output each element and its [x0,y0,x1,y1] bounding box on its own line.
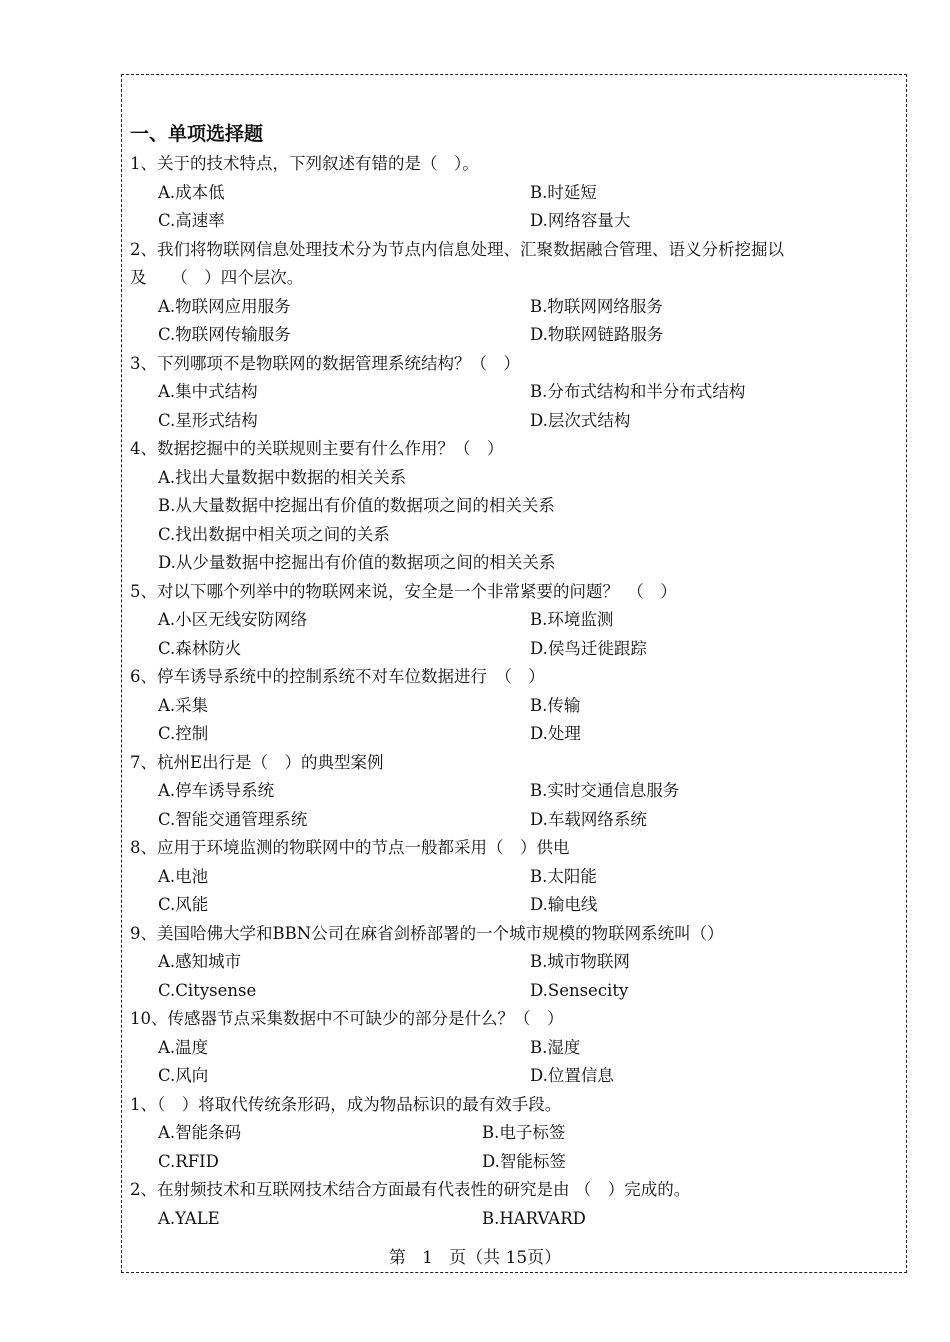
question-stem: 7、杭州E出行是（ ）的典型案例 [130,752,384,772]
question-stem: 2、在射频技术和互联网技术结合方面最有代表性的研究是由 （ ）完成的。 [130,1180,691,1199]
question-3 [130,350,900,436]
option: D.车载网络系统 [530,809,647,829]
question-10 [130,1005,900,1091]
option: A.感知城市 [158,952,242,971]
option: B.湿度 [530,1037,581,1057]
option: A.小区无线安防网络 [158,610,308,629]
question-4 [130,435,900,578]
option: C.风向 [158,1066,209,1085]
option: C.风能 [158,895,209,914]
option: C.物联网传输服务 [158,325,291,344]
option: C.Citysense [158,980,257,1000]
question-7 [130,749,900,835]
question-1 [130,150,900,236]
option: B.从大量数据中挖掘出有价值的数据项之间的相关关系 [158,496,555,515]
option: D.输电线 [530,895,598,914]
option: B.环境监测 [530,610,614,629]
question-stem: 8、应用于环境监测的物联网中的节点一般都采用（ ）供电 [130,838,570,857]
question-stem: 5、对以下哪个列举中的物联网来说，安全是一个非常紧要的问题？ （ ） [130,581,677,601]
option: C.高速率 [158,211,225,230]
question-stem-continued: 及 （ ）四个层次。 [130,268,304,287]
option: B.传输 [530,695,581,715]
question-8 [130,834,900,920]
option: D.Sensecity [530,980,629,1000]
option: B.物联网网络服务 [530,296,663,316]
option: A.电池 [158,866,209,886]
option: B.分布式结构和半分布式结构 [530,382,746,401]
option: B.HARVARD [482,1208,586,1228]
question-stem: 2、我们将物联网信息处理技术分为节点内信息处理、汇聚数据融合管理、语义分析挖掘以 [130,239,784,259]
option: D.层次式结构 [530,410,631,430]
option: A.智能条码 [158,1123,242,1142]
option: B.电子标签 [482,1123,566,1142]
option: B.实时交通信息服务 [530,781,680,800]
question-stem: 1、关于的技术特点，下列叙述有错的是（ ）。 [130,154,479,173]
option: A.集中式结构 [158,382,258,401]
question-stem: 1、（ ）将取代传统条形码，成为物品标识的最有效手段。 [130,1094,562,1114]
footer-prefix: 第 [388,1248,406,1268]
question-stem: 4、数据挖掘中的关联规则主要有什么作用？（ ） [130,439,504,458]
question-2 [130,236,900,350]
option: A.采集 [158,695,209,715]
option: D.处理 [530,724,581,743]
footer-mid: 页（共 [449,1248,501,1268]
option: C.星形式结构 [158,410,258,430]
option: A.YALE [158,1208,220,1228]
question-9 [130,920,900,1006]
option: D.智能标签 [482,1151,566,1171]
option: D.侯鸟迁徙跟踪 [530,638,647,658]
page-footer [0,1244,950,1272]
option: C.找出数据中相关项之间的关系 [158,524,390,544]
question-5 [130,578,900,664]
option: D.物联网链路服务 [530,325,664,344]
option: B.城市物联网 [530,952,630,971]
total-pages: 15 [505,1248,528,1268]
option: A.物联网应用服务 [158,296,291,316]
option: C.智能交通管理系统 [158,809,308,829]
option: A.找出大量数据中数据的相关关系 [158,467,407,487]
option: D.从少量数据中挖掘出有价值的数据项之间的相关关系 [158,553,556,572]
option: C.控制 [158,724,209,743]
section-title: 一、单项选择题 [130,123,264,145]
exam-content [130,118,900,1233]
question-6 [130,663,900,749]
option: A.成本低 [158,182,225,202]
footer-suffix: 页） [527,1248,562,1268]
option: A.温度 [158,1037,209,1057]
option: D.网络容量大 [530,211,631,230]
option: A.停车诱导系统 [158,781,275,800]
question-extra-2 [130,1176,900,1233]
option: B.太阳能 [530,866,597,886]
option: C.RFID [158,1151,219,1171]
question-stem: 10、传感器节点采集数据中不可缺少的部分是什么？（ ） [130,1009,564,1028]
question-stem: 3、下列哪项不是物联网的数据管理系统结构？（ ） [130,353,520,373]
question-extra-1 [130,1091,900,1177]
question-stem: 9、美国哈佛大学和BBN公司在麻省剑桥部署的一个城市规模的物联网系统叫（） [130,923,724,943]
option: D.位置信息 [530,1066,614,1085]
question-stem: 6、停车诱导系统中的控制系统不对车位数据进行 （ ） [130,667,545,686]
option: C.森林防火 [158,638,242,658]
page-number: 1 [422,1248,433,1268]
option: B.时延短 [530,182,597,202]
